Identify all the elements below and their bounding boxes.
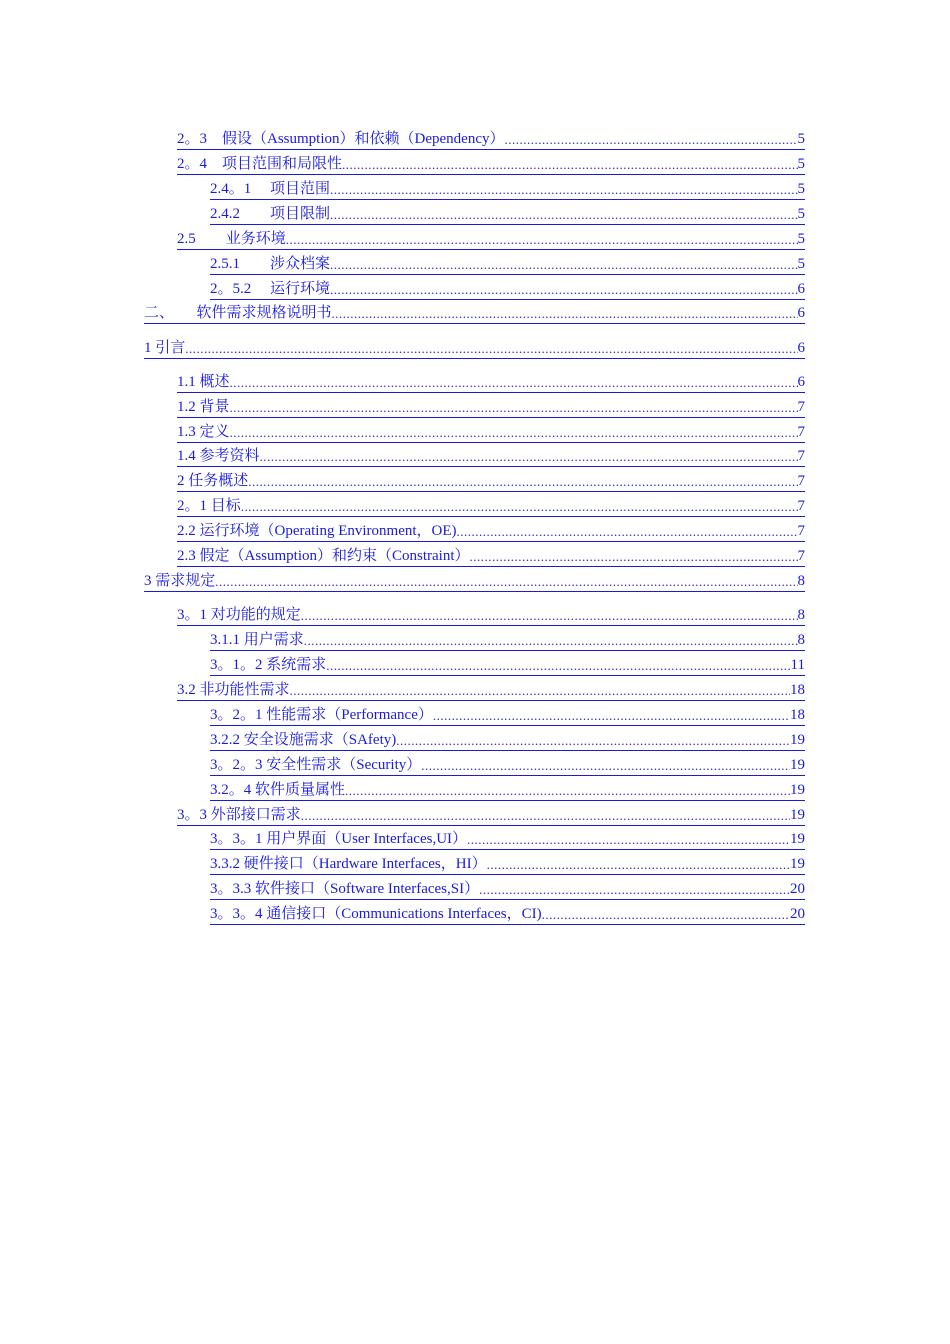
- toc-leader: [457, 526, 798, 538]
- toc-leader: [542, 909, 790, 921]
- toc-entry[interactable]: [177, 226, 805, 250]
- toc-entry-label: 3。3。4 通信接口（Communications Interfaces，CI): [210, 906, 542, 922]
- toc-entry[interactable]: [210, 826, 805, 850]
- toc-entry-page: 7: [797, 548, 805, 564]
- toc-entry[interactable]: [177, 518, 805, 542]
- toc-leader: [330, 259, 797, 271]
- toc-entry-page: 6: [797, 281, 805, 297]
- toc-entry-page: 8: [797, 573, 805, 589]
- toc-leader: [330, 284, 797, 296]
- toc-entry[interactable]: [210, 176, 805, 200]
- toc-leader: [230, 402, 798, 414]
- toc-leader: [230, 377, 798, 389]
- toc-leader: [248, 476, 797, 488]
- toc-entry-page: 6: [797, 374, 805, 390]
- toc-entry-page: 20: [790, 881, 805, 897]
- toc-leader: [301, 810, 790, 822]
- toc-entry-label: 1 引言: [144, 340, 186, 356]
- toc-entry-page: 19: [790, 807, 805, 823]
- toc-entry-label: 2.3 假定（Assumption）和约束（Constraint）: [177, 548, 470, 564]
- toc-entry-label: 二、 软件需求规格说明书: [144, 305, 332, 321]
- toc-entry-label: 3.3.2 硬件接口（Hardware Interfaces，HI）: [210, 856, 487, 872]
- toc-entry[interactable]: [177, 602, 805, 626]
- toc-entry-page: 19: [790, 757, 805, 773]
- toc-entry[interactable]: [177, 394, 805, 418]
- toc-entry-page: 19: [790, 782, 805, 798]
- toc-entry[interactable]: [210, 652, 805, 676]
- toc-leader: [304, 635, 798, 647]
- toc-entry-label: 3。3 外部接口需求: [177, 807, 301, 823]
- toc-entry-page: 7: [797, 424, 805, 440]
- toc-leader: [330, 184, 797, 196]
- toc-entry-page: 19: [790, 831, 805, 847]
- toc-leader: [260, 451, 798, 463]
- toc-entry[interactable]: [210, 727, 805, 751]
- toc-entry-page: 7: [797, 498, 805, 514]
- toc-leader: [230, 427, 798, 439]
- toc-entry-page: 18: [790, 682, 805, 698]
- toc-entry-page: 6: [797, 305, 805, 321]
- toc-entry-label: 3。2。1 性能需求（Performance）: [210, 707, 433, 723]
- toc-entry-label: 3.1.1 用户需求: [210, 632, 304, 648]
- toc-entry-page: 20: [790, 906, 805, 922]
- toc-entry[interactable]: [177, 493, 805, 517]
- toc-entry-page: 5: [797, 156, 805, 172]
- toc-entry-page: 5: [797, 231, 805, 247]
- toc-leader: [301, 610, 798, 622]
- toc-entry[interactable]: [177, 468, 805, 492]
- toc-leader: [470, 551, 798, 563]
- toc-entry-label: 3。3。1 用户界面（User Interfaces,UI）: [210, 831, 468, 847]
- toc-entry-label: 2.4.2 项目限制: [210, 206, 331, 222]
- toc-entry-label: 3。1 对功能的规定: [177, 607, 301, 623]
- toc-entry-page: 5: [797, 206, 805, 222]
- toc-entry-page: 5: [797, 131, 805, 147]
- toc-entry-label: 3。1。2 系统需求: [210, 657, 327, 673]
- toc-entry[interactable]: [177, 443, 805, 467]
- toc-entry-label: 2.5.1 涉众档案: [210, 256, 331, 272]
- toc-entry-page: 19: [790, 856, 805, 872]
- toc-entry-page: 11: [790, 657, 805, 673]
- toc-leader: [332, 308, 798, 320]
- toc-entry-page: 7: [797, 523, 805, 539]
- toc-entry-page: 5: [797, 256, 805, 272]
- toc-entry-label: 3。2。3 安全性需求（Security）: [210, 757, 422, 773]
- toc-entry[interactable]: [210, 251, 805, 275]
- toc-leader: [215, 576, 797, 588]
- toc-entry-label: 3.2.2 安全设施需求（SAfety): [210, 732, 397, 748]
- toc-leader: [185, 343, 797, 355]
- toc-leader: [479, 884, 790, 896]
- toc-entry[interactable]: [210, 702, 805, 726]
- toc-entry[interactable]: [144, 568, 805, 592]
- toc-leader: [433, 710, 790, 722]
- toc-entry[interactable]: [210, 627, 805, 651]
- toc-entry[interactable]: [177, 419, 805, 443]
- toc-leader: [467, 834, 790, 846]
- toc-entry-page: 7: [797, 448, 805, 464]
- toc-entry-label: 2。3 假设（Assumption）和依赖（Dependency）: [177, 131, 505, 147]
- toc-entry-page: 18: [790, 707, 805, 723]
- toc-entry-label: 3.2 非功能性需求: [177, 682, 290, 698]
- toc-entry-label: 1.2 背景: [177, 399, 230, 415]
- toc-entry-label: 2.2 运行环境（Operating Environment，OE): [177, 523, 457, 539]
- toc-entry[interactable]: [210, 777, 805, 801]
- toc-entry-label: 2。4 项目范围和局限性: [177, 156, 343, 172]
- toc-leader: [330, 209, 797, 221]
- toc-entry-label: 2 任务概述: [177, 473, 249, 489]
- toc-entry-label: 2.5 业务环境: [177, 231, 286, 247]
- toc-entry[interactable]: [210, 752, 805, 776]
- toc-entry[interactable]: [177, 543, 805, 567]
- toc-leader: [286, 234, 798, 246]
- toc-entry-label: 1.4 参考资料: [177, 448, 260, 464]
- toc-leader: [342, 159, 797, 171]
- toc-entry[interactable]: [177, 802, 805, 826]
- toc-entry-label: 3。3.3 软件接口（Software Interfaces,SI）: [210, 881, 480, 897]
- toc-entry[interactable]: [210, 876, 805, 900]
- toc-entry[interactable]: [177, 151, 805, 175]
- toc-entry[interactable]: [210, 201, 805, 225]
- toc-entry-page: 5: [797, 181, 805, 197]
- toc-entry[interactable]: [177, 369, 805, 393]
- toc-entry-page: 19: [790, 732, 805, 748]
- toc-leader: [396, 735, 790, 747]
- toc-entry[interactable]: [177, 126, 805, 150]
- toc-entry-page: 6: [797, 340, 805, 356]
- toc-entry-page: 8: [797, 632, 805, 648]
- toc-entry-label: 2。5.2 运行环境: [210, 281, 331, 297]
- toc-entry-page: 7: [797, 473, 805, 489]
- toc-entry-label: 2。1 目标: [177, 498, 241, 514]
- toc-leader: [290, 685, 790, 697]
- toc-entry-label: 1.3 定义: [177, 424, 230, 440]
- toc-entry[interactable]: [210, 276, 805, 300]
- toc-leader: [241, 501, 798, 513]
- toc-entry-label: 3.2。4 软件质量属性: [210, 782, 346, 798]
- toc-leader: [487, 859, 790, 871]
- toc-entry-label: 2.4。1 项目范围: [210, 181, 331, 197]
- toc-leader: [326, 660, 790, 672]
- toc-leader: [504, 134, 797, 146]
- toc-entry[interactable]: [144, 335, 805, 359]
- toc-entry-page: 7: [797, 399, 805, 415]
- toc-entry[interactable]: [210, 851, 805, 875]
- toc-entry[interactable]: [177, 677, 805, 701]
- toc-entry[interactable]: [210, 901, 805, 925]
- toc-entry-page: 8: [797, 607, 805, 623]
- toc-entry-label: 1.1 概述: [177, 374, 230, 390]
- toc-leader: [345, 785, 790, 797]
- toc-entry[interactable]: [144, 300, 805, 324]
- toc-entry-label: 3 需求规定: [144, 573, 216, 589]
- toc-leader: [421, 760, 790, 772]
